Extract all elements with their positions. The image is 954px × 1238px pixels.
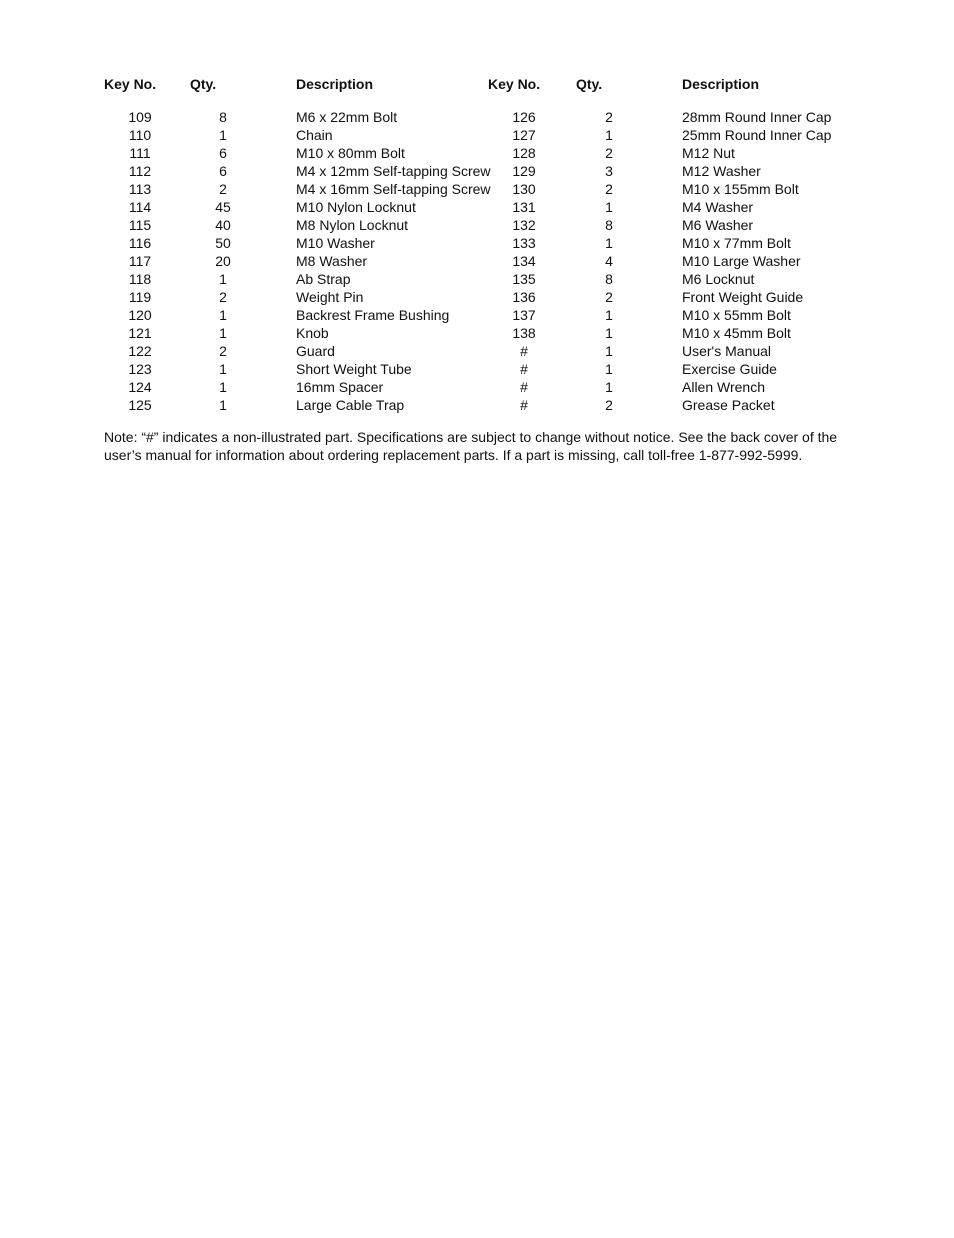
qty-cell: 2 <box>605 289 613 305</box>
key-no-cell: # <box>520 379 528 395</box>
header-row <box>488 76 922 108</box>
description-cell: User's Manual <box>682 343 772 359</box>
qty-cell: 2 <box>219 181 227 197</box>
table-row <box>104 270 536 288</box>
qty-cell: 1 <box>605 127 613 143</box>
qty-cell: 1 <box>219 307 227 323</box>
description-cell: Exercise Guide <box>682 361 777 377</box>
qty-cell: 1 <box>605 343 613 359</box>
table-row <box>488 288 922 306</box>
table-row <box>104 306 536 324</box>
description-cell: M10 x 77mm Bolt <box>682 235 791 251</box>
description-cell: M10 Washer <box>296 235 375 251</box>
qty-cell: 1 <box>219 397 227 413</box>
qty-cell: 1 <box>219 325 227 341</box>
parts-list-left-body <box>104 108 536 414</box>
key-no-cell: 135 <box>512 271 536 287</box>
qty-cell: 1 <box>219 271 227 287</box>
description-cell: M10 x 80mm Bolt <box>296 145 405 161</box>
description-cell: M10 x 55mm Bolt <box>682 307 791 323</box>
qty-cell: 2 <box>605 145 613 161</box>
description-cell: Ab Strap <box>296 271 351 287</box>
qty-header: Qty. <box>576 76 603 92</box>
key-no-cell: 133 <box>512 235 536 251</box>
description-cell: M8 Nylon Locknut <box>296 217 409 233</box>
key-no-cell: # <box>520 397 528 413</box>
table-row <box>488 180 922 198</box>
qty-cell: 40 <box>215 217 231 233</box>
table-row <box>104 126 536 144</box>
qty-cell: 2 <box>605 109 613 125</box>
key-no-cell: 109 <box>128 109 152 125</box>
table-row <box>488 234 922 252</box>
description-cell: M10 Large Washer <box>682 253 801 269</box>
table-row <box>104 378 536 396</box>
key-no-cell: 113 <box>128 181 152 197</box>
qty-cell: 6 <box>219 163 227 179</box>
description-header: Description <box>682 76 760 92</box>
header-row <box>104 76 536 108</box>
key-no-cell: 131 <box>512 199 536 215</box>
qty-cell: 1 <box>219 361 227 377</box>
key-no-cell: 117 <box>128 253 152 269</box>
qty-cell: 8 <box>605 217 613 233</box>
description-cell: M4 x 12mm Self-tapping Screw <box>296 163 491 179</box>
key-no-cell: 134 <box>512 253 536 269</box>
table-row <box>488 198 922 216</box>
key-no-cell: 121 <box>128 325 152 341</box>
parts-note: Note: “#” indicates a non-illustrated part. Specifications are subject to change without notice. See the back cover of the user’s manual for information about ordering replacement parts. If a part is missing, call toll-free 1-877-992-5999. <box>104 429 838 463</box>
table-row <box>488 360 922 378</box>
table-row <box>104 234 536 252</box>
table-row <box>104 198 536 216</box>
key-no-cell: 120 <box>128 307 152 323</box>
key-no-cell: 122 <box>128 343 152 359</box>
key-no-cell: 137 <box>512 307 536 323</box>
qty-cell: 45 <box>215 199 231 215</box>
key-no-cell: 119 <box>128 289 152 305</box>
table-row <box>104 180 536 198</box>
description-cell: M6 Locknut <box>682 271 755 287</box>
key-no-cell: 136 <box>512 289 536 305</box>
table-row <box>104 144 536 162</box>
table-row <box>104 162 536 180</box>
parts-list-left <box>104 76 536 414</box>
description-cell: M4 Washer <box>682 199 754 215</box>
table-row <box>488 162 922 180</box>
description-cell: Guard <box>296 343 335 359</box>
description-cell: Short Weight Tube <box>296 361 412 377</box>
table-row <box>104 108 536 126</box>
qty-cell: 2 <box>219 289 227 305</box>
qty-header: Qty. <box>190 76 217 92</box>
description-cell: Chain <box>296 127 333 143</box>
description-cell: M12 Washer <box>682 163 761 179</box>
table-row <box>488 378 922 396</box>
table-row <box>488 216 922 234</box>
key-no-cell: 116 <box>128 235 152 251</box>
qty-cell: 8 <box>605 271 613 287</box>
description-cell: Weight Pin <box>296 289 364 305</box>
key-no-cell: 110 <box>128 127 152 143</box>
table-row <box>488 324 922 342</box>
key-no-cell: 118 <box>128 271 152 287</box>
description-cell: M10 x 45mm Bolt <box>682 325 791 341</box>
qty-cell: 1 <box>605 379 613 395</box>
key-no-cell: 112 <box>128 163 152 179</box>
description-cell: M6 x 22mm Bolt <box>296 109 398 125</box>
description-cell: M10 Nylon Locknut <box>296 199 416 215</box>
qty-cell: 1 <box>605 199 613 215</box>
key-no-cell: 128 <box>512 145 536 161</box>
table-row <box>488 144 922 162</box>
table-row <box>488 252 922 270</box>
table-row <box>104 396 536 414</box>
qty-cell: 1 <box>605 325 613 341</box>
key-no-cell: 123 <box>128 361 152 377</box>
key-no-cell: 127 <box>512 127 536 143</box>
qty-cell: 1 <box>605 361 613 377</box>
qty-cell: 1 <box>605 307 613 323</box>
qty-cell: 50 <box>215 235 231 251</box>
key-no-cell: 111 <box>129 145 151 161</box>
description-cell: 16mm Spacer <box>296 379 384 395</box>
table-row <box>104 216 536 234</box>
qty-cell: 4 <box>605 253 613 269</box>
description-cell: Grease Packet <box>682 397 775 413</box>
qty-cell: 1 <box>219 127 227 143</box>
key-no-cell: 114 <box>128 199 152 215</box>
table-row <box>104 252 536 270</box>
key-no-header: Key No. <box>488 76 541 92</box>
description-cell: Knob <box>296 325 329 341</box>
table-row <box>488 342 922 360</box>
table-row <box>104 288 536 306</box>
description-cell: M12 Nut <box>682 145 735 161</box>
description-cell: Backrest Frame Bushing <box>296 307 450 323</box>
qty-cell: 2 <box>605 181 613 197</box>
table-row <box>488 108 922 126</box>
description-cell: Large Cable Trap <box>296 397 405 413</box>
key-no-cell: 130 <box>512 181 536 197</box>
description-header: Description <box>296 76 374 92</box>
table-row <box>104 360 536 378</box>
key-no-cell: # <box>520 343 528 359</box>
qty-cell: 2 <box>605 397 613 413</box>
table-row <box>488 126 922 144</box>
table-row <box>488 396 922 414</box>
key-no-cell: 115 <box>128 217 152 233</box>
table-row <box>104 342 536 360</box>
description-cell: M8 Washer <box>296 253 368 269</box>
qty-cell: 1 <box>605 235 613 251</box>
description-cell: M10 x 155mm Bolt <box>682 181 799 197</box>
key-no-header: Key No. <box>104 76 157 92</box>
qty-cell: 20 <box>215 253 231 269</box>
key-no-cell: 129 <box>512 163 536 179</box>
qty-cell: 2 <box>219 343 227 359</box>
key-no-cell: 124 <box>128 379 152 395</box>
key-no-cell: 126 <box>512 109 536 125</box>
description-cell: M4 x 16mm Self-tapping Screw <box>296 181 491 197</box>
description-cell: 28mm Round Inner Cap <box>682 109 832 125</box>
qty-cell: 1 <box>219 379 227 395</box>
key-no-cell: # <box>520 361 528 377</box>
key-no-cell: 138 <box>512 325 536 341</box>
description-cell: 25mm Round Inner Cap <box>682 127 832 143</box>
description-cell: Allen Wrench <box>682 379 766 395</box>
table-row <box>488 270 922 288</box>
qty-cell: 6 <box>219 145 227 161</box>
parts-list-right <box>488 76 922 414</box>
description-cell: Front Weight Guide <box>682 289 804 305</box>
key-no-cell: 132 <box>512 217 536 233</box>
key-no-cell: 125 <box>128 397 152 413</box>
qty-cell: 8 <box>219 109 227 125</box>
qty-cell: 3 <box>605 163 613 179</box>
table-row <box>488 306 922 324</box>
table-row <box>104 324 536 342</box>
description-cell: M6 Washer <box>682 217 754 233</box>
parts-list-right-body <box>488 108 922 414</box>
